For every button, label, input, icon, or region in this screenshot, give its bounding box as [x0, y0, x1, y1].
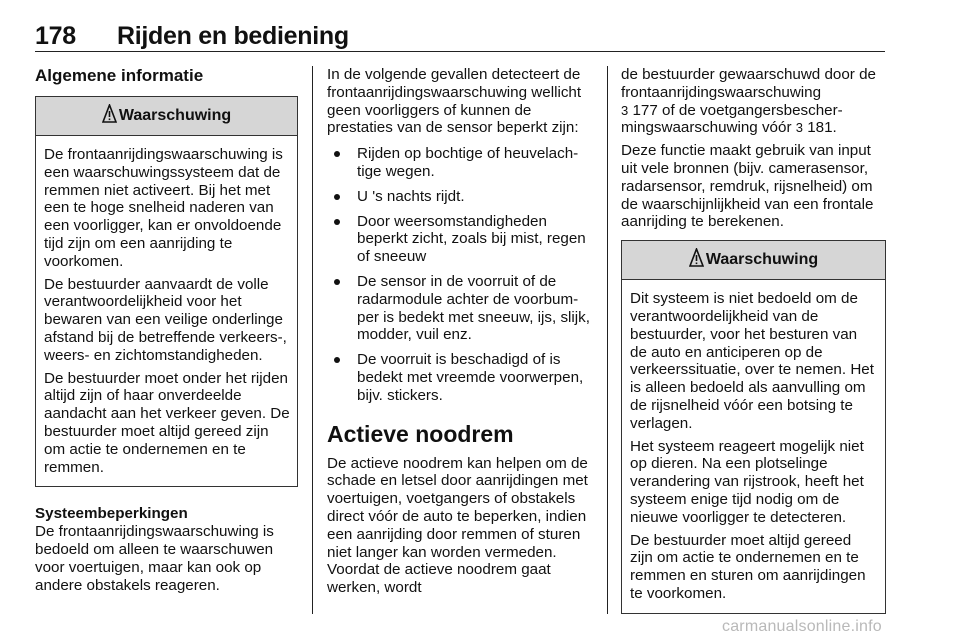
watermark: carmanualsonline.info: [722, 618, 882, 635]
warning-header: [622, 241, 885, 280]
xref-arrow-icon: 3: [795, 120, 803, 136]
intro-paragraph: In de volgende gevallen detecteert de frontaanrijdingswaarschuwing wellicht geen voorliggers of kunnen de prestaties van de sensor beperkt zijn:: [327, 66, 582, 137]
body-paragraph: De frontaanrijdingswaarschuwing is bedoeld om alleen te waarschuwen voor voertuigen, maar kan ook op andere obstakels reageren.: [35, 523, 274, 594]
section-heading: Actieve noodrem: [327, 420, 514, 447]
xref-text: 177 of de voetgangersbeschermingswaarschuwing vóór: [621, 101, 843, 137]
warning-paragraph: Het systeem reageert mogelijk niet op dieren. Na een plotselinge verandering van rijstrook, heeft het systeem enige tijd nodig om de nieuwe voorligger te detecteren.: [630, 437, 864, 526]
warning-title: Waarschuwing: [705, 251, 819, 269]
list-item: De sensor in de voorruit of de radarmodule achter de voorbumper is bedekt met sneeuw, ijs, slijk, modder, vuil enz.: [327, 273, 595, 344]
page-header: [35, 18, 885, 52]
body-paragraph: De actieve noodrem kan helpen om de schade en letsel door aanrijdingen met voertuigen, voetgangers of obstakels direct vóór de auto te beperken, indien een aanrijding door remmen of sturen niet langer kan worden vermeden. Voordat de actieve noodrem gaat werken, wordt: [327, 454, 588, 597]
column-3: [621, 66, 886, 614]
column-divider: [312, 66, 313, 614]
warning-icon: [102, 104, 117, 123]
column-1: [35, 66, 298, 594]
bullet-list: [327, 145, 595, 404]
list-item: De voorruit is beschadigd of is bedekt met vreemde voorwerpen, bijv. stickers.: [327, 351, 595, 404]
list-item: Rijden op bochtige of heuvelachtige wegen.: [327, 145, 595, 181]
xref-arrow-icon: 3: [621, 102, 629, 118]
body-paragraph: [621, 66, 886, 137]
warning-paragraph: Dit systeem is niet bedoeld om de verantwoordelijkheid van de bestuurder, voor het besturen van de auto en anticiperen op de verkeerssituatie, over te nemen. Het is alleen bedoeld als aanvulling om de rijsnelheid vóór een botsing te verlagen.: [630, 290, 874, 432]
warning-paragraph: De bestuurder aanvaardt de volle verantwoordelijkheid voor het bewaren van een veilige onderlinge afstand bij de betreffende verkeers-, weers- en zichtomstandigheden.: [44, 275, 287, 364]
warning-body: [622, 280, 885, 613]
sub-heading: Systeembeperkingen: [35, 505, 188, 523]
warning-body: [36, 136, 297, 486]
list-item: Door weersomstandigheden beperkt zicht, zoals bij mist, regen of sneeuw: [327, 213, 595, 266]
body-paragraph: Deze functie maakt gebruik van input uit vele bronnen (bijv. camerasensor, radarsensor, remdruk, rijsnelheid) om de waarschijnlijkheid van een frontale aanrijding te berekenen.: [621, 142, 874, 231]
header-rule: [35, 51, 885, 52]
warning-icon: [689, 248, 704, 267]
warning-paragraph: De bestuurder moet altijd gereed zijn om actie te ondernemen en te remmen en sturen om aanrijdingen te voorkomen.: [630, 531, 866, 602]
warning-title: Waarschuwing: [118, 107, 232, 124]
column-2: [327, 66, 595, 597]
warning-box: [621, 240, 886, 614]
xref-text: 181.: [807, 119, 837, 137]
warning-paragraph: De frontaanrijdingswaarschuwing is een waarschuwingssysteem dat de remmen niet activeert. Bij het met een te hoge snelheid naderen van een voorligger, kan er onvoldoende tijd zijn om een aanrijding te voorkomen.: [44, 146, 283, 270]
section-heading: Algemene informatie: [35, 66, 204, 85]
chapter-title: Rijden en bediening: [117, 22, 349, 50]
warning-paragraph: De bestuurder moet onder het rijden altijd zijn of haar onverdeelde aandacht aan het verkeer geven. De bestuurder moet altijd gereed zijn om actie te ondernemen en te remmen.: [44, 369, 290, 476]
page-number: 178: [35, 22, 76, 50]
column-divider: [607, 66, 608, 614]
list-item: U 's nachts rijdt.: [327, 188, 595, 206]
warning-header: [36, 97, 297, 136]
warning-box: [35, 96, 298, 487]
body-text: de bestuurder gewaarschuwd door de frontaanrijdingswaarschuwing: [621, 66, 876, 101]
